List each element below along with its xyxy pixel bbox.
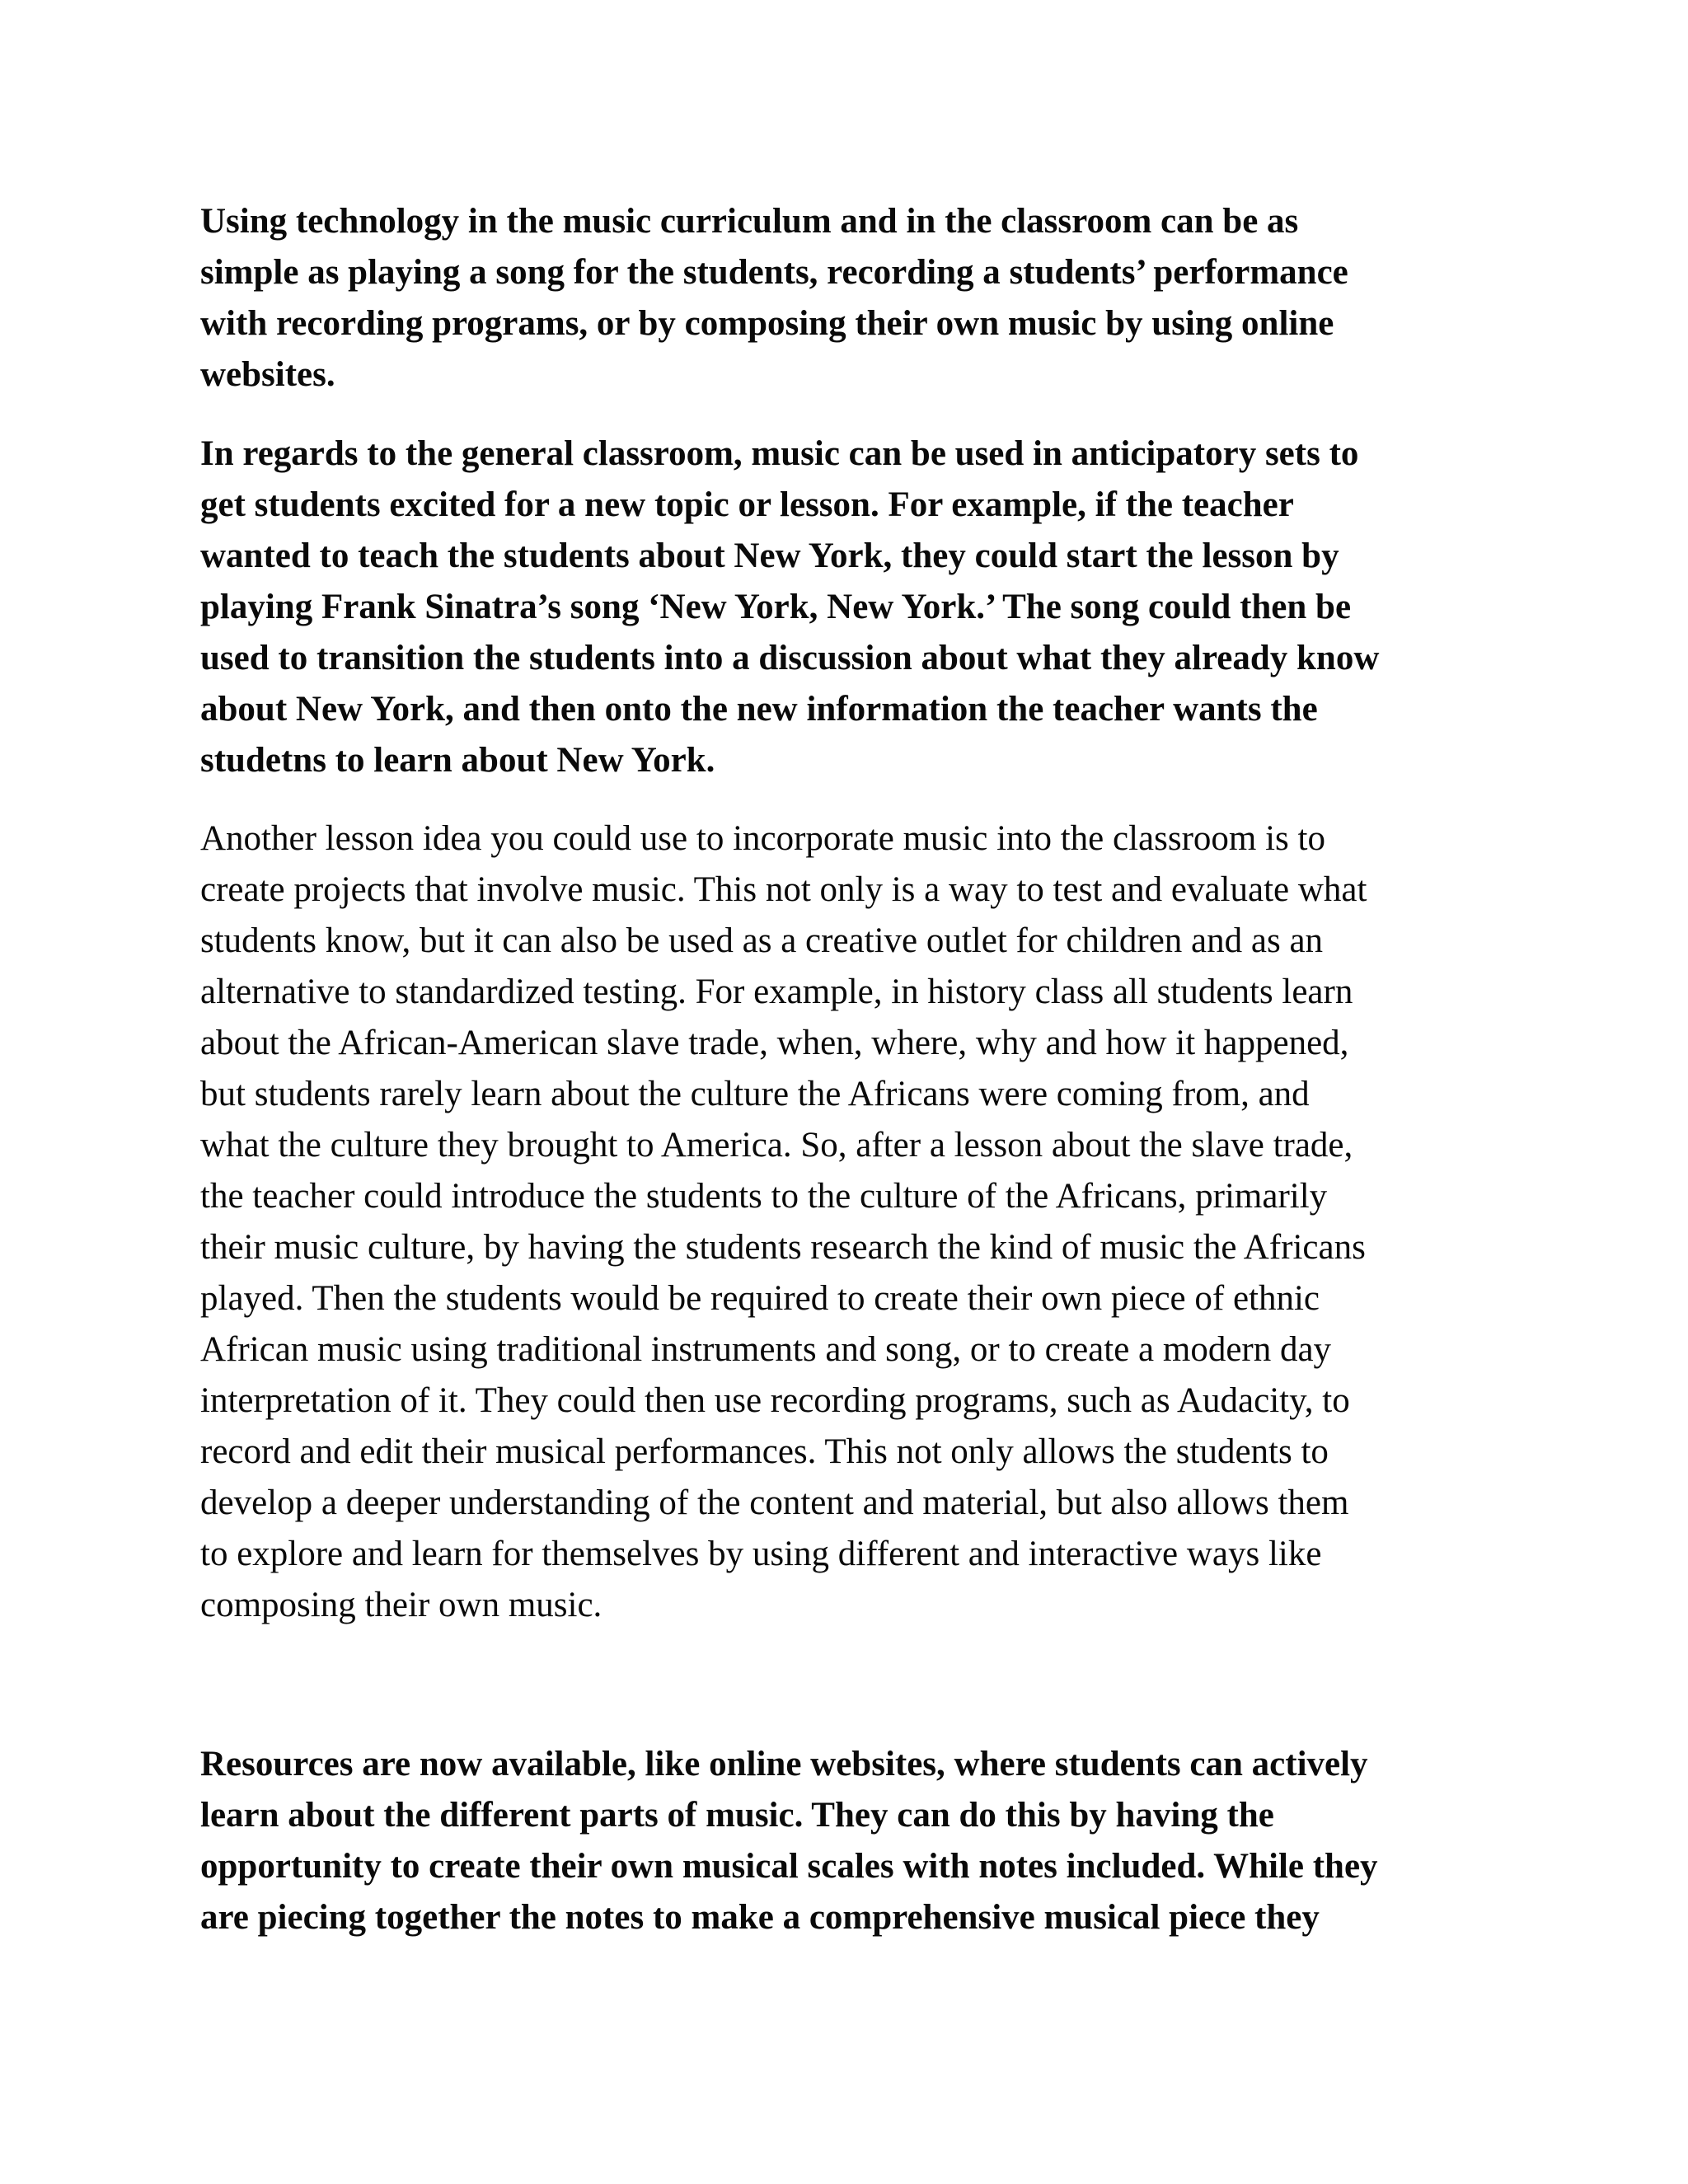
text-line: Resources are now available, like online websites, where students can actively (200, 1745, 1368, 1783)
text-line: with recording programs, or by composing their own music by using online (200, 304, 1334, 343)
text-line: but students rarely learn about the culture the Africans were coming from, and (200, 1075, 1310, 1113)
text-line: get students excited for a new topic or lesson. For example, if the teacher (200, 485, 1294, 524)
text-line: interpretation of it. They could then use recording programs, such as Audacity, to (200, 1381, 1350, 1420)
text-line: alternative to standardized testing. For example, in history class all students learn (200, 972, 1353, 1011)
text-line: studetns to learn about New York. (200, 741, 715, 780)
text-line: their music culture, by having the students research the kind of music the Africans (200, 1228, 1366, 1267)
text-line: are piecing together the notes to make a comprehensive musical piece they (200, 1898, 1320, 1937)
text-line: used to transition the students into a discussion about what they already know (200, 639, 1380, 677)
text-line: what the culture they brought to America. So, after a lesson about the slave trade, (200, 1126, 1353, 1165)
text-line: record and edit their musical performances. This not only allows the students to (200, 1432, 1329, 1471)
text-line: simple as playing a song for the students, recording a students’ performance (200, 253, 1348, 292)
text-line: to explore and learn for themselves by using different and interactive ways like (200, 1535, 1322, 1573)
text-line: learn about the different parts of music. They can do this by having the (200, 1796, 1274, 1835)
paragraph-resources (200, 1739, 1519, 1943)
text-line: playing Frank Sinatra’s song ‘New York, New York.’ The song could then be (200, 588, 1352, 626)
text-line: Another lesson idea you could use to incorporate music into the classroom is to (200, 819, 1325, 858)
text-line: websites. (200, 355, 335, 394)
text-line: played. Then the students would be required to create their own piece of ethnic (200, 1279, 1320, 1318)
text-line: wanted to teach the students about New York, they could start the lesson by (200, 537, 1339, 575)
text-line: composing their own music. (200, 1586, 603, 1624)
text-line: about New York, and then onto the new information the teacher wants the (200, 690, 1318, 729)
text-line: African music using traditional instruments and song, or to create a modern day (200, 1330, 1332, 1369)
paragraph-general-classroom (200, 429, 1519, 786)
text-line: Using technology in the music curriculum and in the classroom can be as (200, 202, 1299, 241)
text-line: In regards to the general classroom, music can be used in anticipatory sets to (200, 434, 1359, 473)
paragraph-intro (200, 196, 1519, 401)
text-line: opportunity to create their own musical scales with notes included. While they (200, 1847, 1378, 1886)
text-line: the teacher could introduce the students to the culture of the Africans, primarily (200, 1177, 1328, 1216)
text-line: about the African-American slave trade, when, where, why and how it happened, (200, 1024, 1349, 1062)
paragraph-lesson-idea (200, 813, 1519, 1631)
text-line: develop a deeper understanding of the content and material, but also allows them (200, 1483, 1349, 1522)
text-line: students know, but it can also be used as a creative outlet for children and as an (200, 921, 1324, 960)
text-line: create projects that involve music. This not only is a way to test and evaluate what (200, 870, 1367, 909)
